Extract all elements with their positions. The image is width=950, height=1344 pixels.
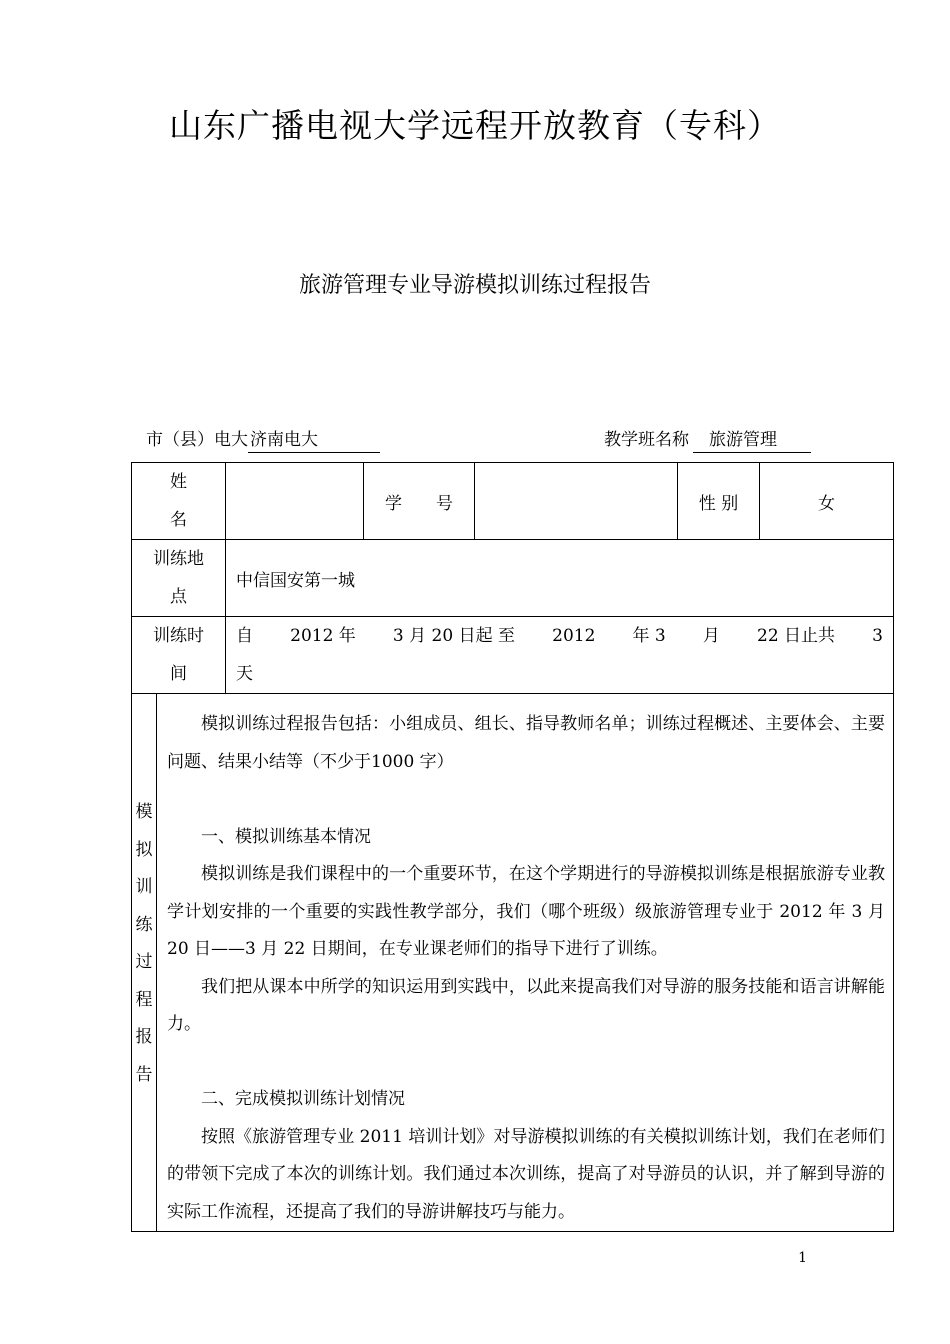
time-range: 自 2012 年 3 月 20 日起 至 2012 年 3 月 22 日止共 3 [236, 626, 883, 646]
class-field [604, 425, 811, 453]
city-field [146, 425, 380, 453]
section-2-title: 二、完成模拟训练计划情况 [201, 1089, 405, 1109]
section-1-paragraph-1: 模拟训练是我们课程中的一个重要环节，在这个学期进行的导游模拟训练是根据旅游专业教学计划安排的一个重要的实践性教学部分，我们（哪个班级）级旅游管理专业于 2012 年 3 月 20 日——3 月 22 日期间，在专业课老师们的指导下进行了训练。 [167, 864, 885, 959]
report-title: 旅游管理专业导游模拟训练过程报告 [298, 273, 651, 298]
gender-value: 女 [760, 463, 894, 540]
report-intro: 模拟训练过程报告包括：小组成员、组长、指导教师名单；训练过程概述、主要体会、主要问题、结果小结等（不少于1000 字） [167, 714, 885, 772]
student-id-label: 学 号 [364, 463, 475, 540]
location-label: 训练地 点 [132, 540, 226, 617]
name-value [226, 463, 364, 540]
section-2-paragraph-1: 按照《旅游管理专业 2011 培训计划》对导游模拟训练的有关模拟训练计划，我们在老师们的带领下完成了本次的训练计划。我们通过本次训练，提高了对导游员的认识，并了解到导游的实际工作流程，还提高了我们的导游讲解技巧与能力。 [167, 1126, 885, 1222]
time-days: 天 [236, 664, 253, 684]
student-id-value [475, 463, 678, 540]
name-label: 姓 名 [132, 463, 226, 540]
class-value: 旅游管理 [693, 429, 811, 453]
report-content [157, 694, 894, 1232]
gender-label: 性 别 [678, 463, 760, 540]
section-1-title: 一、模拟训练基本情况 [201, 826, 371, 847]
document-title: 山东广播电视大学远程开放教育（专科） [169, 106, 781, 145]
city-label: 市（县）电大 [146, 430, 248, 450]
training-report-form [131, 462, 894, 1232]
class-label: 教学班名称 [604, 430, 689, 450]
time-label: 训练时 间 [132, 617, 226, 694]
page-number: 1 [798, 1250, 807, 1266]
location-value: 中信国安第一城 [226, 540, 894, 617]
time-value [226, 617, 894, 694]
city-value: 济南电大 [248, 429, 380, 453]
report-section-label: 模 拟 训 练 过 程 报 告 [132, 694, 157, 1232]
section-1-paragraph-2: 我们把从课本中所学的知识运用到实践中，以此来提高我们对导游的服务技能和语言讲解能力。 [167, 976, 885, 1034]
